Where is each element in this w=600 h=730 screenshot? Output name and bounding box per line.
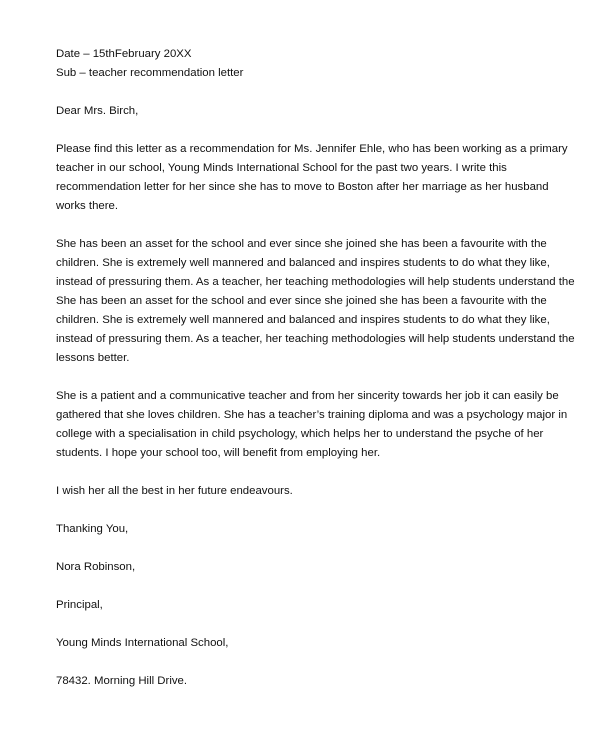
- letter-body: [56, 45, 575, 691]
- paragraph-asset: [56, 235, 575, 368]
- paragraph-line: gathered that she loves children. She has a teacher’s training diploma and was a psychology major in: [56, 409, 568, 421]
- paragraph-line: lessons better.: [56, 352, 130, 364]
- paragraph-line: instead of pressuring them. As a teacher, her teaching methodologies will help students understand the: [56, 276, 575, 288]
- paragraph-line: students. I hope your school too, will benefit from employing her.: [56, 447, 381, 459]
- paragraph-line: children. She is extremely well mannered and balanced and inspires students to do what they like,: [56, 314, 550, 326]
- paragraph-line: She has been an asset for the school and ever since she joined she has been a favourite with the: [56, 238, 547, 250]
- paragraph-line: teacher in our school, Young Minds International School for the past two years. I write this: [56, 162, 507, 174]
- signatory-title: Principal,: [56, 599, 103, 611]
- letter-date: Date – 15thFebruary 20XX: [56, 48, 192, 60]
- paragraph-line: instead of pressuring them. As a teacher, her teaching methodologies will help students understand the: [56, 333, 575, 345]
- paragraph-introduction: [56, 140, 568, 216]
- paragraph-line: children. She is extremely well mannered and balanced and inspires students to do what they like,: [56, 257, 550, 269]
- paragraph-line: works there.: [56, 200, 119, 212]
- signatory-address: 78432. Morning Hill Drive.: [56, 675, 188, 687]
- letter-subject: Sub – teacher recommendation letter: [56, 67, 244, 79]
- paragraph-line: college with a specialisation in child psychology, which helps her to understand the psyche of her: [56, 428, 544, 440]
- closing-wish: I wish her all the best in her future endeavours.: [56, 485, 293, 497]
- paragraph-qualities: [56, 387, 568, 463]
- signatory-name: Nora Robinson,: [56, 561, 136, 573]
- salutation: Dear Mrs. Birch,: [56, 105, 139, 117]
- paragraph-line: She is a patient and a communicative teacher and from her sincerity towards her job it can easily be: [56, 390, 559, 402]
- sign-off: Thanking You,: [56, 523, 129, 535]
- paragraph-line: recommendation letter for her since she has to move to Boston after her marriage as her husband: [56, 181, 549, 193]
- signatory-school: Young Minds International School,: [56, 637, 229, 649]
- paragraph-line: She has been an asset for the school and ever since she joined she has been a favourite with the: [56, 295, 547, 307]
- paragraph-line: Please find this letter as a recommendation for Ms. Jennifer Ehle, who has been working as a primary: [56, 143, 568, 155]
